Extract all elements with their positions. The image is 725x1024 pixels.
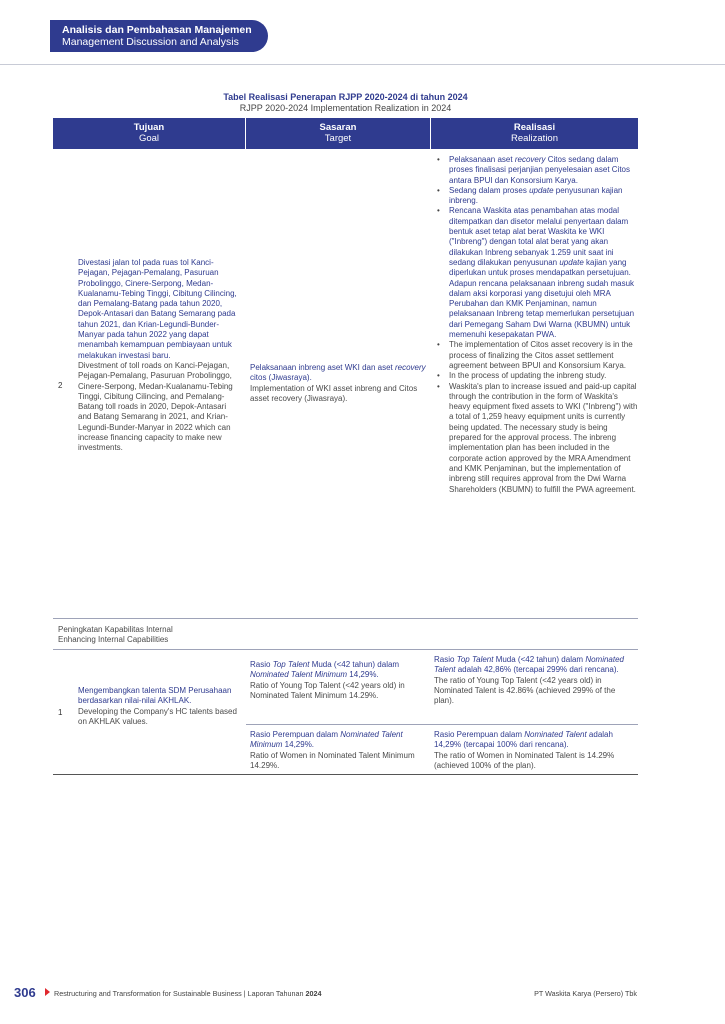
row2-realization [434, 155, 638, 495]
row-divider [53, 618, 638, 619]
row1-realization-2 [434, 730, 636, 771]
row1-target-1-en: Ratio of Young Top Talent (<42 years old) in Nominated Talent Minimum 14.29%. [250, 680, 405, 700]
sub-row-divider [246, 724, 638, 725]
realization-item-id-3: • Rencana Waskita atas penambahan atas modal ditempatkan dan disetor melalui penyertaan dalam bentuk aset tetap alat berat Waskita ke WKI ("Inbreng") dengan total alat berat yang akan dilakukan Inbreng sebanyak 1.259 unit saat ini sedang dilakukan penyusunan update kajian yang diperlukan untuk proses mendapatkan persetujuan. Adapun rencana pelaksanaan inbreng sudah masuk dalam aksi korporasi yang disetujui oleh MRA Perubahan dan KMK Penjaminan, namun pelaksanaan Inbreng tetap memerlukan persetujuan dari Pemegang Saham Dwi Warna (KBUMN) untuk memenuhi kesepakatan PWA. [434, 206, 638, 340]
column-realization-id: Realisasi [513, 122, 556, 133]
row2-goal [78, 258, 238, 454]
row1-target-1-id: Rasio Top Talent Muda (<42 tahun) dalam Nominated Talent Minimum 14,29%. [250, 660, 400, 680]
row2-goal-id: Divestasi jalan tol pada ruas tol Kanci-Pejagan, Pejagan-Pemalang, Pasuruan Probolinggo, Cinere-Serpong, Medan-Kualanamu-Tebing Tinggi, Cibitung Cilincing, dan Pemalang-Batang pada tahun 2020, Depok-Antasari dan Batang Semarang pada tahun 2021, dan Krian-Legundi-Bunder-Manyar pada tahun 2022 yang dapat menambah kemampuan pembiayaan untuk melakukan investasi baru. [78, 258, 237, 360]
row2-target-id: Pelaksanaan inbreng aset WKI dan aset recovery citos (Jiwasraya). [250, 363, 426, 383]
column-goal-en: Goal [138, 133, 160, 144]
row1-target-2 [250, 730, 428, 771]
realization-item-id-1: • Pelaksanaan aset recovery Citos sedang dalam proses finalisasi perjanjian penyelesaian aset Citos antara BPUI dan Konsorsium Karya. [434, 155, 638, 186]
row1-goal-en: Developing the Company's HC talents based on AKHLAK values. [78, 706, 237, 726]
header-divider [0, 64, 725, 65]
row-number: 2 [58, 381, 63, 390]
column-target [246, 118, 430, 149]
row2-target [250, 363, 428, 404]
footer-report-title: Restructuring and Transformation for Sustainable Business | Laporan Tahunan 2024 [54, 989, 322, 998]
section-heading-en: Enhancing Internal Capabilities [58, 635, 169, 645]
column-goal [53, 118, 245, 149]
column-target-id: Sasaran [319, 122, 357, 133]
row2-target-en: Implementation of WKI asset inbreng and Citos asset recovery (Jiwasraya). [250, 383, 418, 403]
table-title [53, 92, 638, 114]
section-header [50, 20, 268, 52]
realization-item-id-2: • Sedang dalam proses update penyusunan kajian inbreng. [434, 186, 638, 207]
row1-goal [78, 686, 240, 727]
table-bottom-rule [53, 774, 638, 775]
row1-target-1 [250, 660, 428, 701]
section-heading-id: Peningkatan Kapabilitas Internal [58, 625, 173, 634]
realization-item-en-3: • Waskita's plan to increase issued and paid-up capital through the contribution in the form of Waskita's heavy equipment fixed assets to WKI ("Inbreng") with a total of 1,259 heavy equipment units is currently being updated. The necessary study is being prepared for the approval process. The inbreng implementation plan has been included in the corporate action approved by the MRA Amendment and KMK Penjaminan, but the implementation of inbreng still requires approval from the Dwi Warna Shareholders (KBUMN) to fulfill the PWA agreement. [434, 382, 638, 495]
row2-goal-en: Divestment of toll roads on Kanci-Pejagan, Pejagan-Pemalang, Pasuruan Probolinggo, Cinere-Serpong, Medan-Kualanamu-Tebing Tinggi, Cibitung Cilincing, and Pemalang-Batang toll roads in 2020, Depok-Antasari and Batang Semarang in 2021, and Krian-Legundi-Bunder-Manyar in 2022 which can increase financing capacity to make new investments. [78, 360, 233, 453]
row-number: 1 [58, 708, 63, 717]
table-title-id: Tabel Realisasi Penerapan RJPP 2020-2024 di tahun 2024 [223, 92, 468, 102]
table-header [53, 118, 638, 149]
column-goal-id: Tujuan [133, 122, 165, 133]
triangle-marker-icon [45, 988, 50, 996]
row1-goal-id: Mengembangkan talenta SDM Perusahaan berdasarkan nilai-nilai AKHLAK. [78, 686, 232, 706]
realization-item-en-1: • The implementation of Citos asset recovery is in the process of finalizing the Citos asset settlement agreement between BPUI and Konsorsium Karya. [434, 340, 638, 371]
row1-target-2-en: Ratio of Women in Nominated Talent Minimum 14.29%. [250, 750, 415, 770]
section-heading [58, 625, 458, 646]
realization-item-en-2: • In the process of updating the inbreng study. [434, 371, 638, 381]
row1-target-2-id: Rasio Perempuan dalam Nominated Talent Minimum 14,29%. [250, 730, 403, 750]
page-footer [14, 985, 714, 1001]
column-target-en: Target [324, 133, 352, 144]
row1-realization-2-en: The ratio of Women in Nominated Talent is 14.29% (achieved 100% of the plan). [434, 750, 615, 770]
column-realization [431, 118, 638, 149]
header-title-id: Analisis dan Pembahasan Manajemen [62, 24, 252, 36]
column-realization-en: Realization [511, 133, 558, 144]
footer-company: PT Waskita Karya (Persero) Tbk [534, 989, 637, 998]
row1-realization-2-id: Rasio Perempuan dalam Nominated Talent adalah 14,29% (tercapai 100% dari rencana). [434, 730, 613, 750]
row1-realization-1 [434, 655, 636, 706]
row1-realization-1-en: The ratio of Young Top Talent (<42 years old) in Nominated Talent is 42.86% (achieved 299% of the plan). [434, 675, 616, 706]
page-number: 306 [14, 985, 36, 1000]
table-title-en: RJPP 2020-2024 Implementation Realization in 2024 [239, 103, 452, 113]
header-title-en: Management Discussion and Analysis [62, 36, 239, 48]
section-divider [53, 649, 638, 650]
footer-year: 2024 [305, 989, 322, 998]
row1-realization-1-id: Rasio Top Talent Muda (<42 tahun) dalam Nominated Talent adalah 42,86% (tercapai 299% dari rencana). [434, 655, 624, 675]
